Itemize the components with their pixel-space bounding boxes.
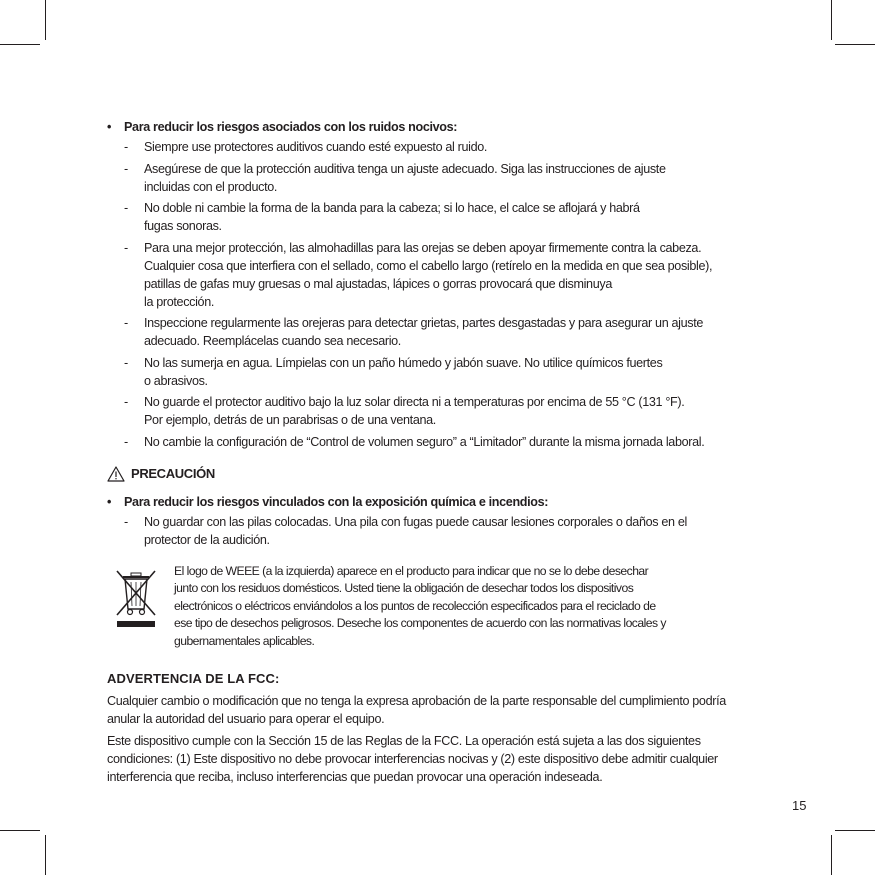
crop-mark <box>835 44 875 45</box>
noise-risk-list <box>107 138 767 451</box>
crop-mark <box>0 830 40 831</box>
bullet-icon: • <box>107 120 112 134</box>
list-item: - Para una mejor protección, las almohadillas para las orejas se deben apoyar firmemente contra la cabeza. Cualquier cosa que interfiera con el sellado, como el cabello largo (retírelo en la medida en que sea posible), patillas de gafas muy gruesas o mal ajustadas, lápices o gorras provocará que disminuya la protección. <box>124 240 713 309</box>
page-content <box>107 118 767 790</box>
fcc-paragraph: Cualquier cambio o modificación que no tenga la expresa aprobación de la parte responsable del cumplimiento podría anular la autoridad del usuario para operar el equipo. <box>107 694 726 726</box>
list-item: - Asegúrese de que la protección auditiva tenga un ajuste adecuado. Siga las instrucciones de ajuste incluidas con el producto. <box>124 161 666 194</box>
weee-text: El logo de WEEE (a la izquierda) aparece en el producto para indicar que no se lo debe desechar junto con los residuos domésticos. Usted tiene la obligación de desechar todos los dispositivos electrónicos o eléctricos enviándolos a los puntos de recolección especificados para el reciclado de ese tipo de desechos peligrosos. Deseche los componentes de acuerdo con las normativas locales y gubernamentales aplicables. <box>174 563 666 648</box>
noise-risk-heading: • Para reducir los riesgos asociados con los ruidos nocivos: <box>107 120 458 134</box>
fcc-heading: ADVERTENCIA DE LA FCC: <box>107 671 280 686</box>
list-item: - No guardar con las pilas colocadas. Una pila con fugas puede causar lesiones corporales o daños en el protector de la audición. <box>124 514 687 547</box>
list-item: - No cambie la configuración de “Control de volumen seguro” a “Limitador” durante la misma jornada laboral. <box>124 434 705 449</box>
fcc-paragraph: Este dispositivo cumple con la Sección 15 de las Reglas de la FCC. La operación está sujeta a las dos siguientes condiciones: (1) Este dispositivo no debe provocar interferencias nocivas y (2) este dispositivo debe admitir cualquier interferencia que reciba, incluso interferencias que puedan provocar una operación indeseada. <box>107 734 718 784</box>
crop-mark <box>45 835 46 875</box>
list-item: - No doble ni cambie la forma de la banda para la cabeza; si lo hace, el calce se aflojará y habrá fugas sonoras. <box>124 201 640 233</box>
list-item: - Inspeccione regularmente las orejeras para detectar grietas, partes desgastadas y para asegurar un ajuste adecuado. Reemplácelas cuando sea necesario. <box>124 316 704 348</box>
caution-heading: PRECAUCIÓN <box>107 465 767 483</box>
warning-triangle-icon <box>107 466 125 482</box>
crop-mark <box>835 830 875 831</box>
page-number: 15 <box>792 798 807 813</box>
list-item: - Siempre use protectores auditivos cuando esté expuesto al ruido. <box>124 140 488 154</box>
bullet-icon: • <box>107 494 112 509</box>
list-item: - No guarde el protector auditivo bajo la luz solar directa ni a temperaturas por encima de 55 °C (131 °F). Por ejemplo, detrás de un parabrisas o de una ventana. <box>124 395 685 427</box>
weee-notice <box>107 563 767 651</box>
crop-mark <box>831 0 832 40</box>
chemical-risk-heading: • Para reducir los riesgos vinculados con la exposición química e incendios: <box>107 494 549 509</box>
crossed-out-wheelie-bin-icon <box>111 567 161 629</box>
list-item: - No las sumerja en agua. Límpielas con un paño húmedo y jabón suave. No utilice químicos fuertes o abrasivos. <box>124 355 663 388</box>
crop-mark <box>831 835 832 875</box>
chemical-risk-list <box>107 513 767 549</box>
crop-mark <box>45 0 46 40</box>
crop-mark <box>0 44 40 45</box>
